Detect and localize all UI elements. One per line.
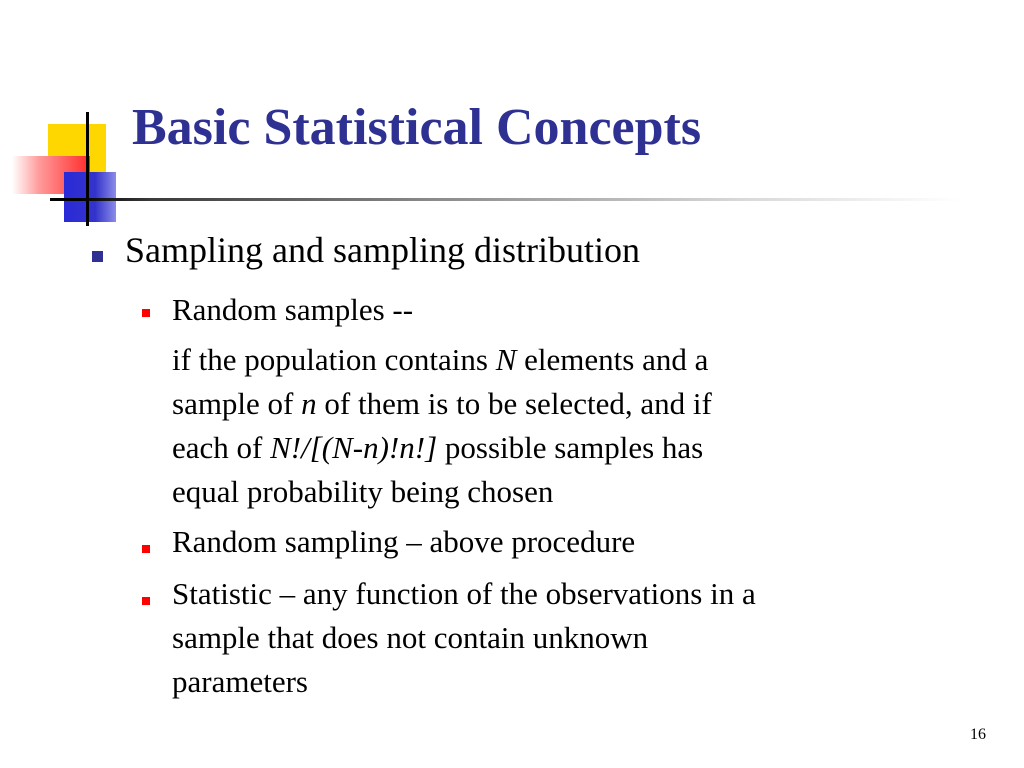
definition-line: Statistic – any function of the observations in a: [172, 576, 756, 611]
slide-title: Basic Statistical Concepts: [132, 99, 702, 156]
definition-line: equal probability being chosen: [172, 474, 554, 509]
random-samples-definition: [172, 338, 712, 514]
title-divider: [80, 198, 960, 201]
definition-line: [172, 338, 712, 382]
variable-n: n: [301, 386, 317, 421]
combination-formula: N!/[(N-n)!n!]: [270, 430, 438, 465]
blue-square: [64, 172, 116, 222]
text-span: each of: [172, 430, 271, 465]
definition-line: parameters: [172, 664, 308, 699]
text-span: possible samples has: [437, 430, 704, 465]
text-span: sample of: [172, 386, 302, 421]
text-span: elements and a: [516, 342, 709, 377]
definition-line: sample that does not contain unknown: [172, 620, 649, 655]
random-samples-label: Random samples --: [172, 292, 414, 327]
bullet-square-icon: [142, 545, 150, 553]
text-span: if the population contains: [172, 342, 496, 377]
variable-N: N: [495, 342, 517, 377]
bullet-square-icon: [142, 309, 150, 317]
random-sampling-text: Random sampling – above procedure: [172, 524, 636, 559]
vertical-line: [86, 112, 89, 226]
text-span: of them is to be selected, and if: [316, 386, 712, 421]
statistic-definition: [172, 572, 756, 704]
bullet-square-icon: [142, 597, 150, 605]
definition-line: [172, 382, 712, 426]
page-number: 16: [970, 726, 986, 743]
definition-line: [172, 426, 712, 470]
level1-bullet-text: Sampling and sampling distribution: [125, 230, 640, 270]
bullet-square-icon: [92, 251, 103, 262]
